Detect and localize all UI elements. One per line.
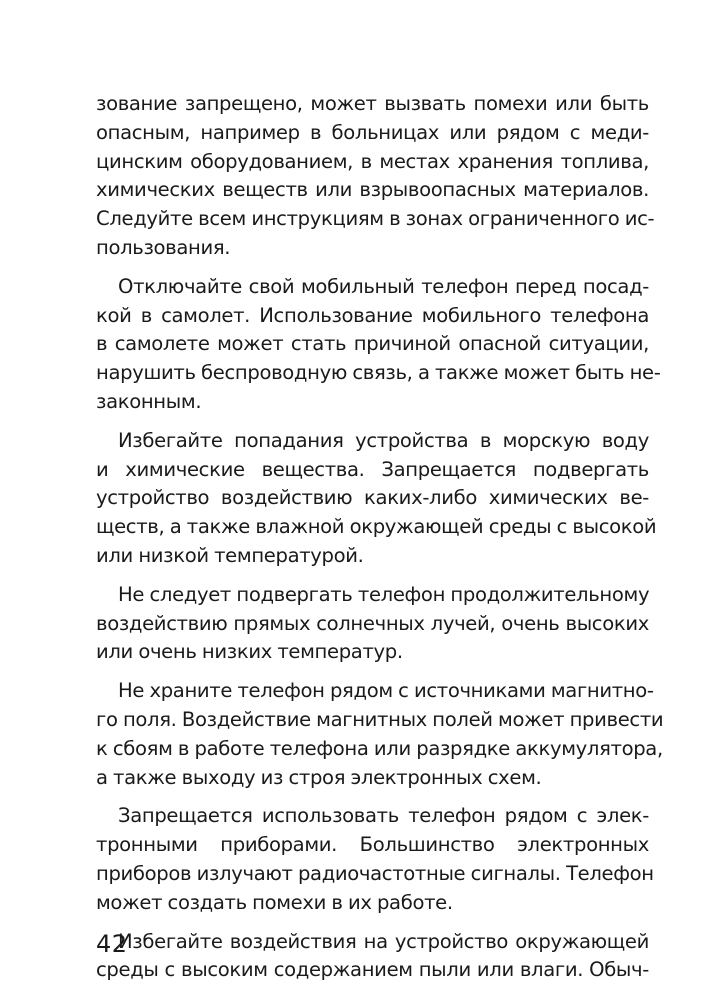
paragraph-3 <box>96 427 657 571</box>
text-line: воздействию прямых солнечных лучей, очень высоких <box>96 611 649 635</box>
body-text <box>96 90 664 995</box>
text-line: может создать помехи в их работе. <box>96 890 453 914</box>
text-line: к сбоям в работе телефона или разрядке аккумулятора, <box>96 736 663 760</box>
text-line: цинским оборудованием, в местах хранения топлива, <box>96 149 649 173</box>
text-line: кой в самолет. Использование мобильного телефона <box>96 303 649 327</box>
text-line: ществ, а также влажной окружающей среды с высокой <box>96 515 657 539</box>
paragraph-1 <box>96 90 655 263</box>
text-line: пользования. <box>96 235 231 259</box>
text-line: законным. <box>96 389 202 413</box>
text-line: Не следует подвергать телефон продолжительному <box>118 582 650 606</box>
paragraph-5 <box>96 677 664 792</box>
paragraph-2 <box>96 273 661 417</box>
text-line: и химические вещества. Запрещается подвергать <box>96 457 649 481</box>
text-line: химических веществ или взрывоопасных материалов. <box>96 178 649 202</box>
text-line: тронными приборами. Большинство электронных <box>96 833 649 857</box>
text-line: в самолете может стать причиной опасной ситуации, <box>96 332 649 356</box>
text-line: Запрещается использовать телефон рядом с элек- <box>118 804 649 828</box>
text-line: среды с высоким содержанием пыли или влаги. Обыч- <box>96 958 649 982</box>
paragraph-4 <box>96 581 649 667</box>
text-line: приборов излучают радиочастотные сигналы. Телефон <box>96 861 654 885</box>
text-line: Не храните телефон рядом с источниками магнитно- <box>118 679 654 703</box>
page-number: 42 <box>96 930 128 958</box>
text-line: или низкой температурой. <box>96 543 364 567</box>
text-line: устройство воздействию каких-либо химических ве- <box>96 486 649 510</box>
text-line: зование запрещено, может вызвать помехи или быть <box>96 92 649 115</box>
text-line: нарушить беспроводную связь, а также может быть не- <box>96 361 661 385</box>
paragraph-7 <box>96 928 649 986</box>
text-line: Избегайте попадания устройства в морскую воду <box>118 428 649 452</box>
text-line: Следуйте всем инструкциям в зонах ограниченного ис- <box>96 207 655 231</box>
text-line: Отключайте свой мобильный телефон перед посад- <box>118 274 649 298</box>
text-line: опасным, например в больницах или рядом с меди- <box>96 120 649 144</box>
text-line: Избегайте воздействия на устройство окружающей <box>118 929 649 953</box>
paragraph-6 <box>96 802 654 917</box>
text-line: а также выходу из строя электронных схем. <box>96 765 542 789</box>
text-line: го поля. Воздействие магнитных полей может привести <box>96 707 664 731</box>
text-line: или очень низких температур. <box>96 640 403 664</box>
